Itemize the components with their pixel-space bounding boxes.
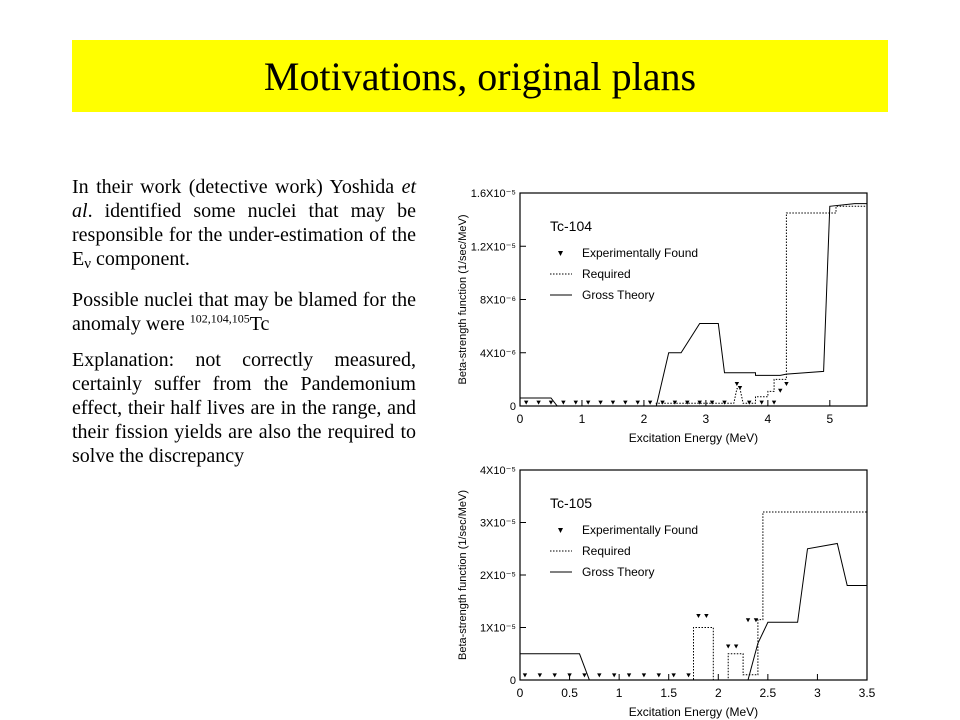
y-tick-label: 3X10⁻⁵	[479, 517, 516, 530]
y-tick-label: 1.2X10⁻⁵	[470, 241, 516, 254]
data-point-marker	[697, 401, 701, 405]
data-point-marker	[696, 614, 700, 618]
y-tick-label: 8X10⁻⁶	[479, 294, 516, 307]
data-point-marker	[523, 673, 527, 677]
x-tick-label: 3	[814, 686, 821, 700]
plot-tc105	[452, 455, 876, 720]
x-tick-label: 2	[640, 412, 648, 426]
legend-marker-icon	[558, 251, 563, 256]
data-point-marker	[686, 673, 690, 677]
data-point-marker	[784, 382, 788, 386]
plot-tc104	[452, 178, 872, 448]
x-tick-label: 0	[516, 412, 524, 426]
isotope-numbers: 102,104,105	[189, 311, 250, 326]
y-tick-label: 0	[509, 401, 516, 413]
x-tick-label: 1	[578, 412, 586, 426]
data-point-marker	[553, 673, 557, 677]
y-tick-label: 4X10⁻⁶	[479, 347, 516, 360]
data-point-marker	[561, 401, 565, 405]
nu-symbol: ν	[84, 256, 92, 272]
data-point-marker	[657, 673, 661, 677]
data-point-marker	[636, 401, 640, 405]
y-tick-label: 0	[509, 675, 516, 687]
data-point-marker	[746, 618, 750, 622]
data-point-marker	[671, 673, 675, 677]
legend-entry: Required	[582, 544, 631, 558]
x-axis-label: Excitation Energy (MeV)	[628, 431, 759, 445]
series-gross-theory-line	[520, 544, 867, 681]
data-point-marker	[642, 673, 646, 677]
legend-entry: Experimentally Found	[582, 246, 699, 260]
nuclide-label: Tc-105	[550, 495, 593, 511]
data-point-marker	[574, 401, 578, 405]
data-point-marker	[747, 401, 751, 405]
y-axis-label: Beta-strength function (1/sec/MeV)	[457, 214, 469, 385]
data-point-marker	[734, 645, 738, 649]
data-point-marker	[735, 382, 739, 386]
legend-entry: Required	[582, 267, 631, 281]
title-banner	[72, 40, 888, 112]
legend-marker-icon	[558, 528, 563, 533]
y-tick-label: 1.6X10⁻⁵	[470, 188, 516, 200]
data-point-marker	[710, 401, 714, 405]
data-point-marker	[778, 389, 782, 393]
para1-text-2: . identified some nuclei that may be responsible for the under-estimation of the E	[72, 200, 416, 270]
data-point-marker	[567, 673, 571, 677]
x-tick-label: 2.5	[759, 686, 777, 700]
element-symbol: Tc	[249, 313, 270, 335]
x-tick-label: 2	[714, 686, 722, 700]
legend-entry: Gross Theory	[582, 288, 655, 302]
y-tick-label: 2X10⁻⁵	[479, 570, 516, 582]
data-point-marker	[673, 401, 677, 405]
y-tick-label: 1X10⁻⁵	[479, 622, 516, 635]
slide-title: Motivations, original plans	[263, 53, 697, 99]
data-point-marker	[597, 673, 601, 677]
y-tick-label: 4X10⁻⁵	[479, 465, 516, 477]
x-tick-label: 3.5	[858, 686, 876, 700]
legend-entry: Experimentally Found	[582, 523, 699, 537]
para1-text-3: component.	[91, 248, 190, 270]
data-point-marker	[722, 401, 726, 405]
data-point-marker	[538, 673, 542, 677]
data-point-marker	[648, 401, 652, 405]
data-point-marker	[704, 614, 708, 618]
paragraph-explanation: Explanation: not correctly measured, certainly suffer from the Pandemonium effect, their half lives are in the range, and their fission yields are also the required to solve the discrepancy	[72, 349, 416, 467]
data-point-marker	[611, 401, 615, 405]
data-point-marker	[772, 401, 776, 405]
chart-tc104-svg	[452, 178, 872, 448]
x-tick-label: 1	[615, 686, 623, 700]
data-point-marker	[582, 673, 586, 677]
paragraph-candidates	[72, 288, 416, 336]
x-tick-label: 0.5	[561, 686, 578, 700]
data-point-marker	[726, 645, 730, 649]
series-required-line	[520, 512, 867, 680]
para1-text: In their work (detective work) Yoshida	[72, 176, 402, 198]
x-tick-label: 4	[764, 412, 772, 426]
data-point-marker	[627, 673, 631, 677]
data-point-marker	[623, 401, 627, 405]
series-required-line	[520, 206, 867, 406]
x-tick-label: 3	[702, 412, 710, 426]
x-tick-label: 1.5	[660, 686, 678, 700]
nuclide-label: Tc-104	[550, 218, 593, 234]
data-point-marker	[524, 401, 528, 405]
x-tick-label: 0	[516, 686, 524, 700]
data-point-marker	[549, 401, 553, 405]
data-point-marker	[586, 401, 590, 405]
data-point-marker	[759, 401, 763, 405]
para2-text: Possible nuclei that may be blamed for the anomaly were	[72, 289, 416, 335]
x-tick-label: 5	[826, 412, 834, 426]
chart-tc105-svg	[452, 455, 876, 720]
legend-entry: Gross Theory	[582, 565, 655, 579]
para1-emphasis: et al	[72, 176, 416, 222]
y-axis-label: Beta-strength function (1/sec/MeV)	[457, 490, 469, 660]
x-axis-label: Excitation Energy (MeV)	[628, 705, 759, 719]
data-point-marker	[612, 673, 616, 677]
data-point-marker	[536, 401, 540, 405]
data-point-marker	[685, 401, 689, 405]
body-text	[72, 175, 416, 480]
paragraph-yoshida	[72, 175, 416, 276]
data-point-marker	[738, 386, 742, 390]
data-point-marker	[660, 401, 664, 405]
data-point-marker	[598, 401, 602, 405]
